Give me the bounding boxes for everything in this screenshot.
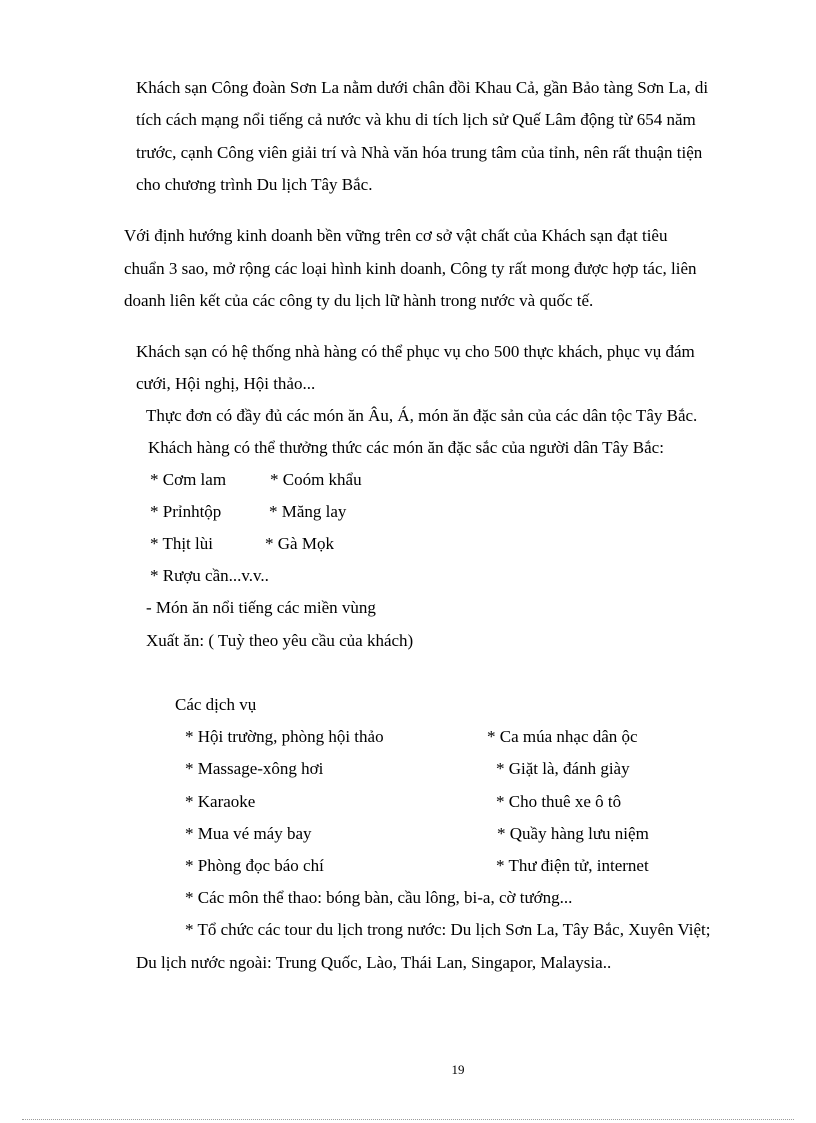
dish-right-1: * Coóm khẩu — [270, 470, 362, 489]
service-left-2: * Massage-xông hơi — [185, 759, 324, 778]
business-line-3: doanh liên kết của các công ty du lịch lữ hành trong nước và quốc tế. — [124, 291, 594, 310]
business-line-1: Với định hướng kinh doanh bền vững trên cơ sở vật chất của Khách sạn đạt tiêu — [124, 226, 668, 245]
intro-line-4: cho chương trình Du lịch Tây Bắc. — [136, 175, 373, 194]
dish-left-2: * Prỉnhtộp — [150, 502, 222, 521]
portion-line: Xuất ăn: ( Tuỳ theo yêu cầu của khách) — [146, 631, 414, 650]
page-bottom-divider — [22, 1119, 794, 1120]
service-left-1: * Hội trường, phòng hội thảo — [185, 727, 384, 746]
dish-left-1: * Cơm lam — [150, 470, 227, 489]
dish-left-3: * Thịt lùi — [150, 534, 213, 553]
dish-right-2: * Măng lay — [269, 502, 347, 521]
tours-line-2: Du lịch nước ngoài: Trung Quốc, Lào, Thái Lan, Singapor, Malaysia.. — [136, 953, 612, 972]
page-number: 19 — [451, 1062, 465, 1077]
intro-line-2: tích cách mạng nổi tiếng cả nước và khu di tích lịch sử Quế Lâm động từ 654 năm — [136, 110, 696, 129]
intro-line-1: Khách sạn Công đoàn Sơn La nằm dưới chân đồi Khau Cả, gần Bảo tàng Sơn La, di — [136, 78, 709, 97]
dish-right-3: * Gà Mọk — [265, 534, 334, 553]
services-heading: Các dịch vụ — [175, 695, 257, 714]
restaurant-line-2: cưới, Hội nghị, Hội thảo... — [136, 374, 316, 393]
service-right-4: * Quầy hàng lưu niệm — [497, 824, 649, 843]
business-line-2: chuẩn 3 sao, mở rộng các loại hình kinh doanh, Công ty rất mong được hợp tác, liên — [124, 259, 697, 278]
tours-line-1: * Tổ chức các tour du lịch trong nước: Du lịch Sơn La, Tây Bắc, Xuyên Việt; — [185, 920, 711, 939]
service-left-4: * Mua vé máy bay — [185, 824, 312, 843]
service-left-3: * Karaoke — [185, 792, 256, 811]
service-right-3: * Cho thuê xe ô tô — [496, 792, 622, 811]
drink-line: * Rượu cần...v.v.. — [150, 566, 269, 585]
service-right-1: * Ca múa nhạc dân ộc — [487, 727, 638, 746]
intro-line-3: trước, cạnh Công viên giải trí và Nhà văn hóa trung tâm của tỉnh, nên rất thuận tiện — [136, 143, 703, 162]
guests-line: Khách hàng có thể thưởng thức các món ăn đặc sắc của người dân Tây Bắc: — [148, 438, 664, 457]
famous-line: - Món ăn nổi tiếng các miền vùng — [146, 598, 376, 617]
service-left-5: * Phòng đọc báo chí — [185, 856, 324, 875]
restaurant-line-1: Khách sạn có hệ thống nhà hàng có thể phục vụ cho 500 thực khách, phục vụ đám — [136, 342, 695, 361]
menu-line: Thực đơn có đầy đủ các món ăn Âu, Á, món ăn đặc sản của các dân tộc Tây Bắc. — [146, 406, 698, 425]
sports-line: * Các môn thể thao: bóng bàn, cầu lông, bi-a, cờ tướng... — [185, 888, 573, 907]
service-right-2: * Giặt là, đánh giày — [496, 759, 630, 778]
service-right-5: * Thư điện tử, internet — [496, 856, 649, 875]
